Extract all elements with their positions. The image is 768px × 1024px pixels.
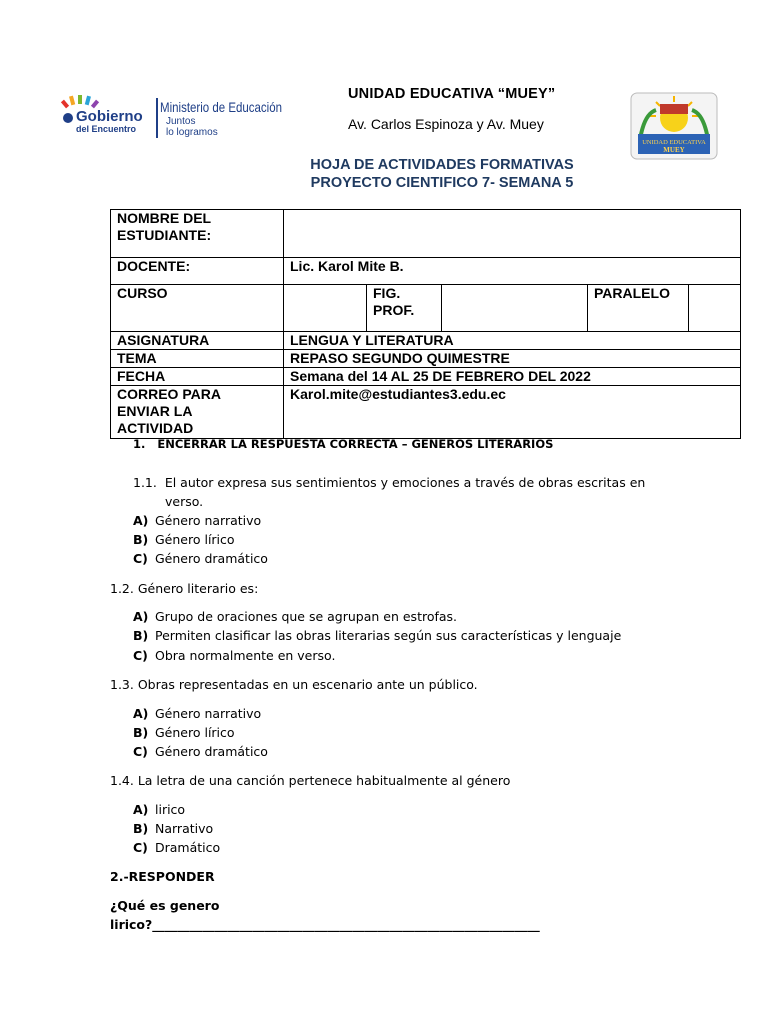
email-value: Karol.mite@estudiantes3.edu.ec xyxy=(284,386,741,439)
paralelo-label: PARALELO xyxy=(588,285,689,332)
subject-row xyxy=(111,332,741,350)
slogan-line2: lo logramos xyxy=(166,127,218,138)
student-row xyxy=(111,210,741,258)
section1-title: 1. ENCERRAR LA RESPUESTA CORRECTA – GENEROS LITERARIOS xyxy=(133,437,554,451)
course-value-cell[interactable] xyxy=(284,285,367,332)
q4-option-c[interactable]: C) Dramático xyxy=(133,840,221,855)
question-1-3: 1.3. Obras representadas en un escenario ante un público. xyxy=(110,677,478,692)
q4-option-a[interactable]: A) lirico xyxy=(133,802,186,817)
gobierno-del-encuentro-logo xyxy=(60,94,290,142)
question-1-1-cont: verso. xyxy=(165,494,204,509)
email-row xyxy=(111,386,741,439)
seal-text-2: MUEY xyxy=(663,146,685,154)
gov-logo-line1: Gobierno xyxy=(76,108,143,125)
fig-prof-value-cell[interactable] xyxy=(442,285,588,332)
subject-value: LENGUA Y LITERATURA xyxy=(284,332,741,350)
q3-option-c[interactable]: C) Género dramático xyxy=(133,744,268,759)
q3-option-b[interactable]: B) Género lírico xyxy=(133,725,235,740)
question-1-2: 1.2. Género literario es: xyxy=(110,581,259,596)
q1-option-a[interactable]: A) Género narrativo xyxy=(133,513,262,528)
slogan-line1: Juntos xyxy=(166,116,196,127)
document-title-1: HOJA DE ACTIVIDADES FORMATIVAS xyxy=(310,157,574,173)
topic-row xyxy=(111,350,741,368)
school-seal-logo xyxy=(630,92,718,160)
q4-option-b[interactable]: B) Narrativo xyxy=(133,821,214,836)
course-row xyxy=(111,285,741,332)
date-row xyxy=(111,368,741,386)
ministry-name: Ministerio de Educación xyxy=(160,99,282,115)
student-info-table xyxy=(110,209,741,439)
question-1-4: 1.4. La letra de una canción pertenece habitualmente al género xyxy=(110,773,511,788)
q1-option-b[interactable]: B) Género lírico xyxy=(133,532,235,547)
course-label: CURSO xyxy=(111,285,284,332)
school-name: UNIDAD EDUCATIVA “MUEY” xyxy=(348,86,556,102)
section2-question-line1: ¿Qué es genero xyxy=(110,898,220,913)
section2-answer-line[interactable]: lirico?______________________________________________________________ xyxy=(110,917,540,932)
topic-label: TEMA xyxy=(111,350,284,368)
teacher-value: Lic. Karol Mite B. xyxy=(284,258,741,285)
document-title-2: PROYECTO CIENTIFICO 7- SEMANA 5 xyxy=(310,175,574,191)
date-value: Semana del 14 AL 25 DE FEBRERO DEL 2022 xyxy=(284,368,741,386)
q3-option-a[interactable]: A) Género narrativo xyxy=(133,706,262,721)
q2-option-b[interactable]: B) Permiten clasificar las obras literarias según sus características y lenguaje xyxy=(133,628,622,643)
question-1-1: 1.1. El autor expresa sus sentimientos y emociones a través de obras escritas en xyxy=(133,475,646,490)
q2-option-c[interactable]: C) Obra normalmente en verso. xyxy=(133,648,336,663)
school-address: Av. Carlos Espinoza y Av. Muey xyxy=(348,116,544,132)
seal-text-1: UNIDAD EDUCATIVA xyxy=(642,139,706,146)
teacher-row xyxy=(111,258,741,285)
q2-option-a[interactable]: A) Grupo de oraciones que se agrupan en estrofas. xyxy=(133,609,458,624)
q1-option-c[interactable]: C) Género dramático xyxy=(133,551,268,566)
paralelo-value-cell[interactable] xyxy=(689,285,741,332)
email-label: CORREO PARA ENVIAR LA ACTIVIDAD xyxy=(111,386,284,439)
fig-prof-label: FIG. PROF. xyxy=(367,285,442,332)
date-label: FECHA xyxy=(111,368,284,386)
topic-value: REPASO SEGUNDO QUIMESTRE xyxy=(284,350,741,368)
student-name-cell[interactable] xyxy=(284,210,741,258)
teacher-label: DOCENTE: xyxy=(111,258,284,285)
section2-title: 2.-RESPONDER xyxy=(110,869,215,884)
subject-label: ASIGNATURA xyxy=(111,332,284,350)
gov-logo-line2: del Encuentro xyxy=(76,124,137,134)
student-label: NOMBRE DEL ESTUDIANTE: xyxy=(111,210,284,258)
